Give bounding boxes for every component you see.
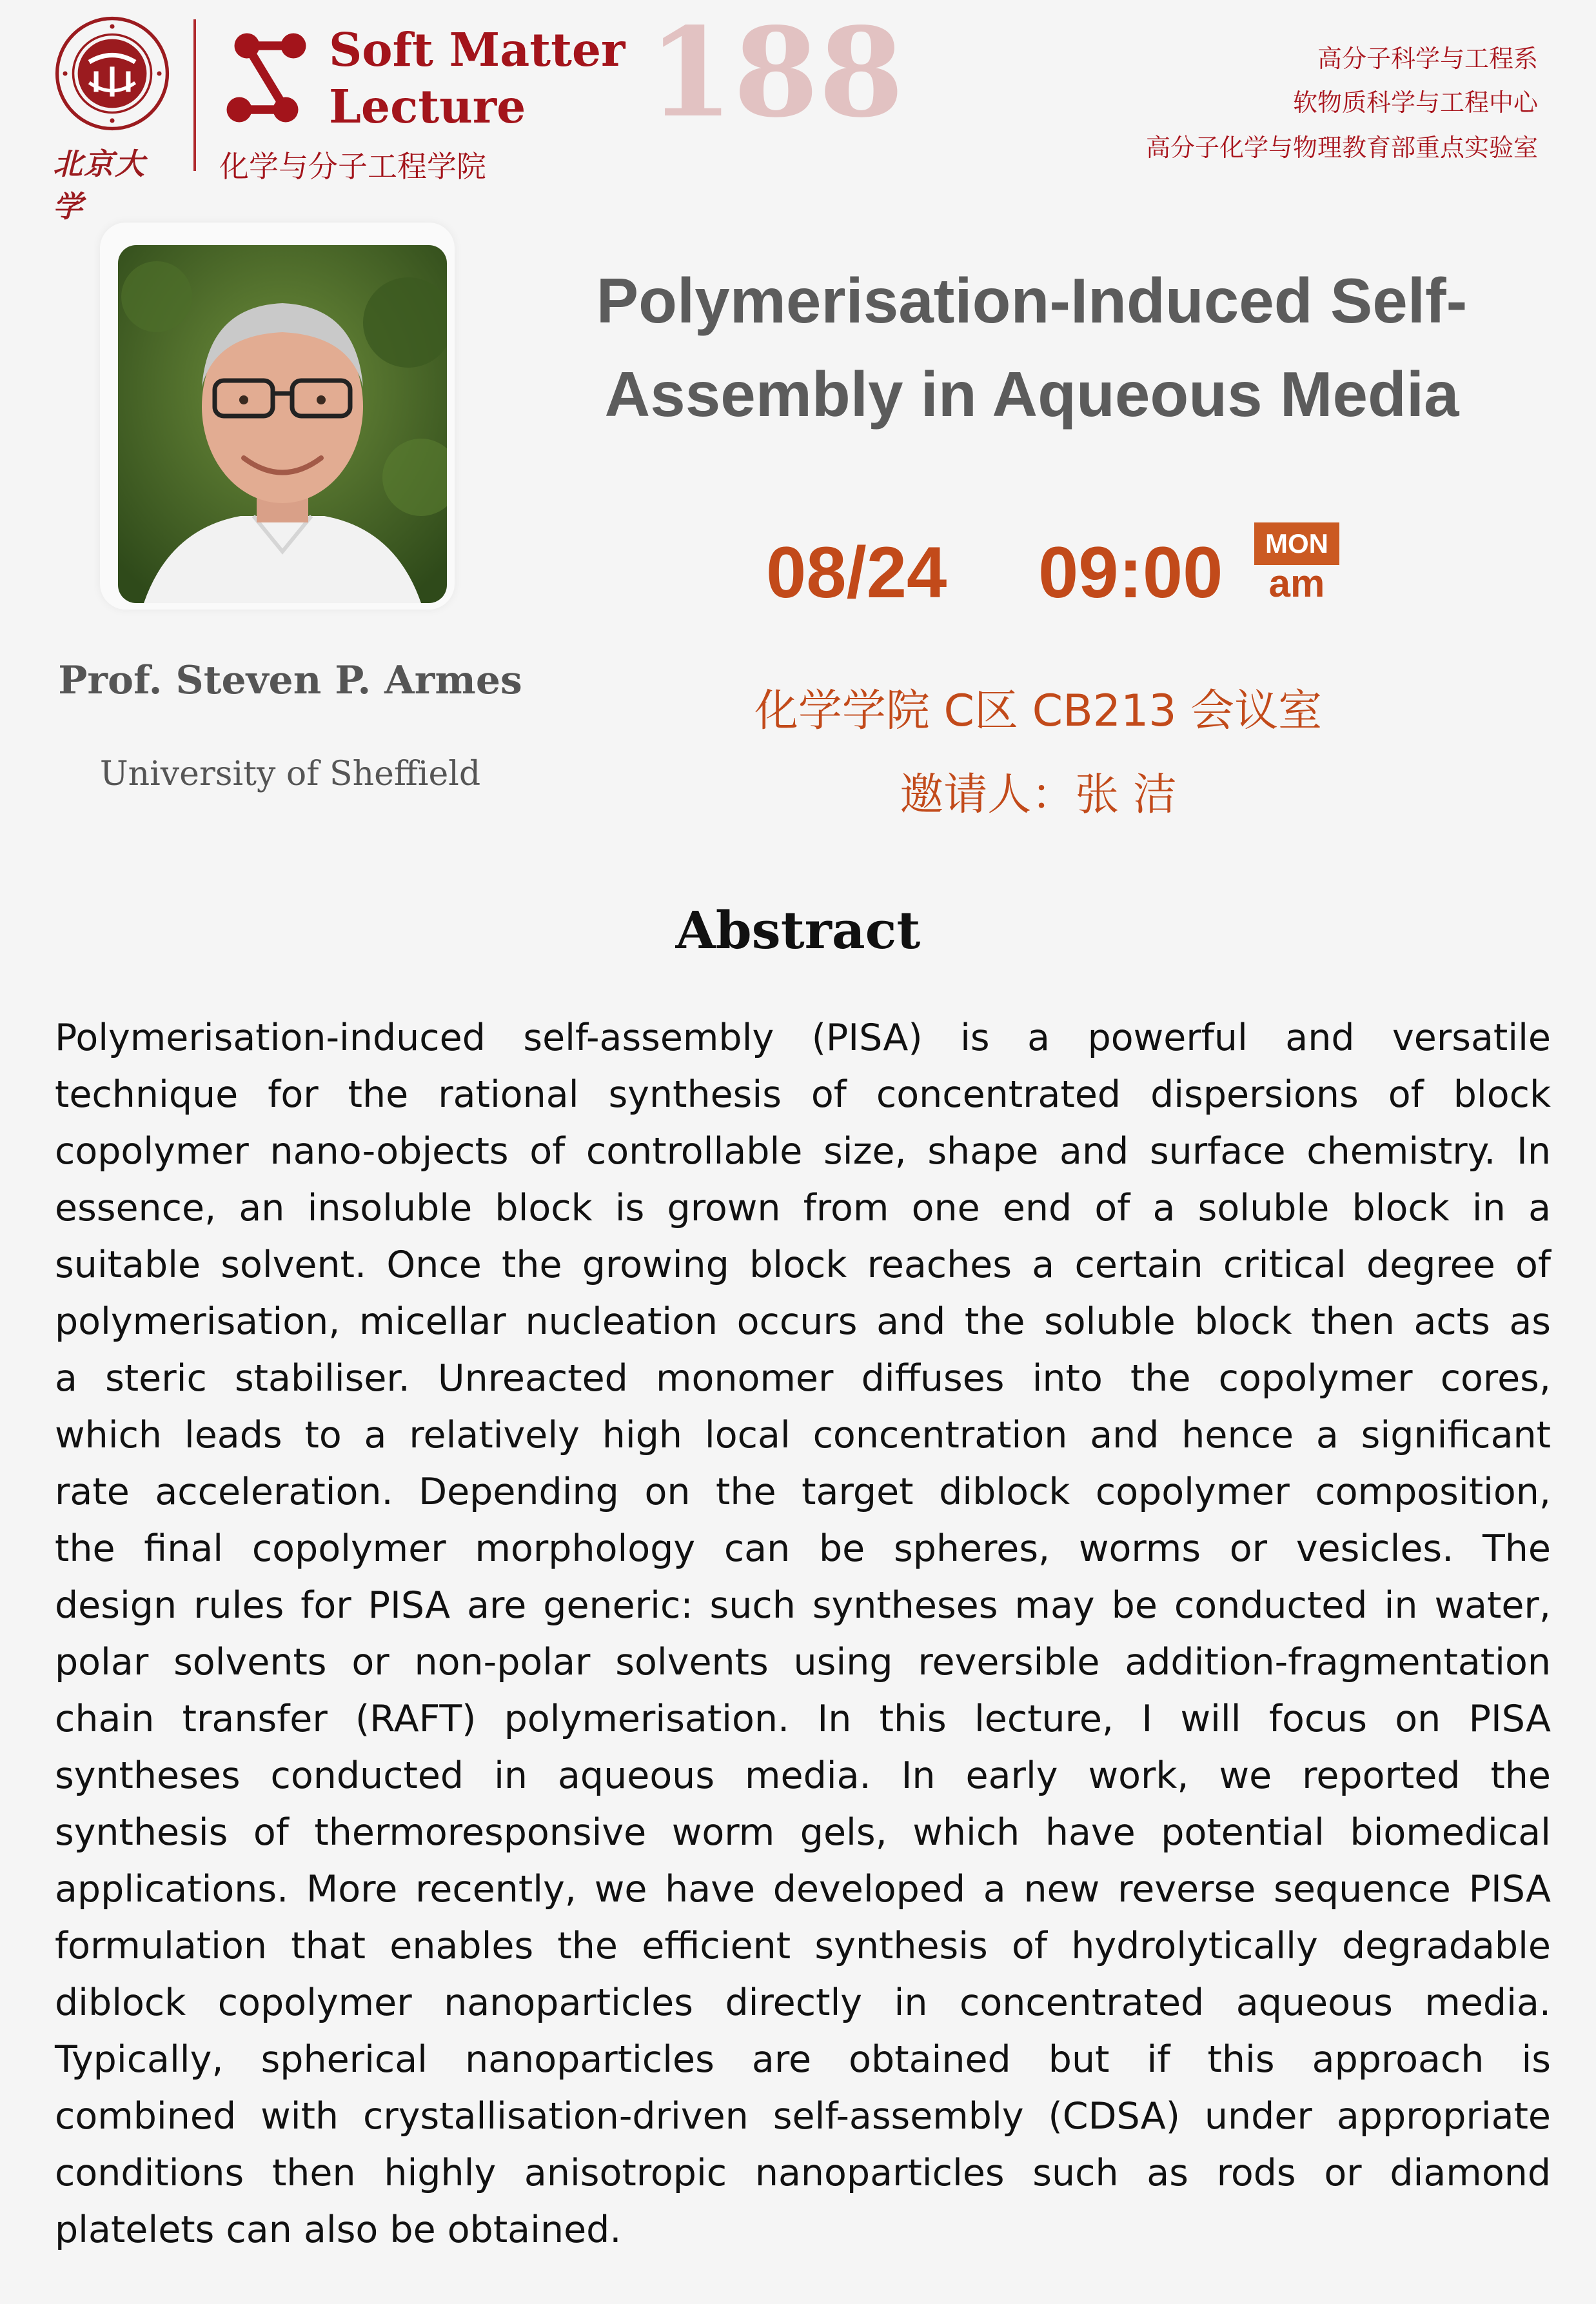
speaker-affiliation: University of Sheffield: [99, 755, 481, 793]
event-time: 09:00: [1038, 532, 1223, 613]
abstract-line: diblock copolymer nanoparticles directly in concentrated aqueous media.: [55, 1981, 1551, 2024]
speaker-photo: [118, 245, 447, 603]
talk-title-line1: Polymerisation-Induced Self-: [596, 265, 1468, 336]
abstract-line: conditions then highly anisotropic nanoparticles such as rods or diamond: [55, 2152, 1551, 2194]
abstract-line: polymerisation, micellar nucleation occurs and the soluble block then acts as: [55, 1300, 1551, 1343]
event-inviter: 邀请人：张 洁: [900, 770, 1177, 820]
abstract-line: technique for the rational synthesis of concentrated dispersions of block: [55, 1073, 1551, 1116]
abstract-line: which leads to a relatively high local concentration and hence a significant: [55, 1414, 1551, 1456]
pku-seal-icon: [55, 16, 170, 131]
school-name: 化学与分子工程学院: [219, 149, 486, 184]
abstract-line: rate acceleration. Depending on the target diblock copolymer composition,: [55, 1471, 1551, 1513]
abstract-body: [55, 1009, 1551, 2258]
abstract-line: platelets can also be obtained.: [55, 2209, 622, 2251]
abstract-line: applications. More recently, we have developed a new reverse sequence PISA: [55, 1868, 1551, 1911]
speaker-name: Prof. Steven P. Armes: [58, 658, 522, 703]
abstract-line: chain transfer (RAFT) polymerisation. In this lecture, I will focus on PISA: [55, 1698, 1551, 1740]
event-date: 08/24: [766, 532, 947, 613]
soft-matter-logo-icon: [218, 25, 315, 131]
series-title-line1: Soft Matter: [329, 23, 626, 77]
host-key-lab: 高分子化学与物理教育部重点实验室: [1145, 134, 1538, 162]
weekday-badge: MON: [1254, 522, 1339, 565]
event-venue: 化学学院 C区 CB213 会议室: [754, 686, 1323, 737]
series-title-line2: Lecture: [329, 79, 526, 134]
abstract-line: syntheses conducted in aqueous media. In early work, we reported the: [55, 1754, 1551, 1797]
abstract-line: Typically, spherical nanoparticles are obtained but if this approach is: [55, 2038, 1551, 2081]
lecture-number: 188: [648, 1, 904, 144]
abstract-line: combined with crystallisation-driven self-assembly (CDSA) under appropriate: [55, 2095, 1551, 2138]
abstract-line: the final copolymer morphology can be spheres, worms or vesicles. The: [55, 1527, 1551, 1570]
abstract-line: synthesis of thermoresponsive worm gels, which have potential biomedical: [55, 1811, 1551, 1854]
event-ampm: am: [1268, 562, 1325, 605]
abstract-line: suitable solvent. Once the growing block reaches a certain critical degree of: [55, 1244, 1551, 1286]
university-name: 北京大学: [53, 146, 146, 224]
host-department: 高分子科学与工程系: [1317, 45, 1538, 73]
header-divider: [193, 19, 196, 171]
abstract-line: polar solvents or non-polar solvents using reversible addition-fragmentation: [55, 1641, 1551, 1683]
abstract-line: essence, an insoluble block is grown from one end of a soluble block in a: [55, 1187, 1551, 1229]
abstract-line: Polymerisation-induced self-assembly (PISA) is a powerful and versatile: [55, 1017, 1551, 1059]
abstract-line: design rules for PISA are generic: such syntheses may be conducted in water,: [55, 1584, 1551, 1627]
talk-title-line2: Assembly in Aqueous Media: [604, 359, 1459, 430]
abstract-line: copolymer nano-objects of controllable size, shape and surface chemistry. In: [55, 1130, 1551, 1173]
abstract-line: formulation that enables the efficient synthesis of hydrolytically degradable: [55, 1925, 1551, 1967]
abstract-heading: Abstract: [675, 900, 921, 960]
host-center: 软物质科学与工程中心: [1292, 88, 1538, 117]
abstract-line: a steric stabiliser. Unreacted monomer diffuses into the copolymer cores,: [55, 1357, 1551, 1400]
